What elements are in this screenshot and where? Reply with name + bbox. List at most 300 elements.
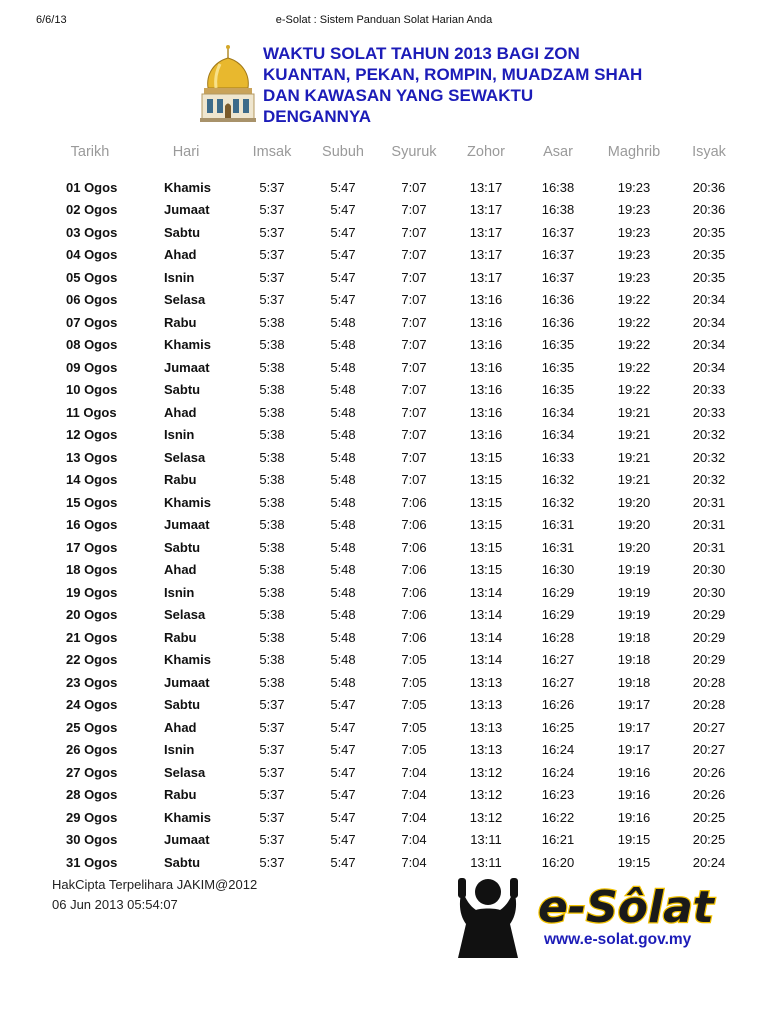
cell-imsak: 5:38 <box>259 539 285 555</box>
cell-syuruk: 7:07 <box>401 314 427 330</box>
cell-maghrib: 19:18 <box>617 674 651 690</box>
cell-isyak: 20:30 <box>692 584 726 600</box>
cell-tarikh: 20 Ogos <box>66 607 118 623</box>
cell-isyak: 20:24 <box>692 854 726 870</box>
table-row <box>44 266 744 289</box>
cell-maghrib: 19:17 <box>617 719 651 735</box>
cell-hari: Ahad <box>164 719 197 735</box>
cell-hari: Jumaat <box>164 202 210 218</box>
cell-isyak: 20:36 <box>692 179 726 195</box>
table-row <box>44 356 744 379</box>
cell-imsak: 5:38 <box>259 359 285 375</box>
cell-tarikh: 17 Ogos <box>66 539 118 555</box>
cell-isyak: 20:33 <box>692 404 726 420</box>
cell-subuh: 5:48 <box>330 337 356 353</box>
cell-isyak: 20:26 <box>692 787 726 803</box>
cell-subuh: 5:47 <box>330 787 356 803</box>
cell-asar: 16:38 <box>541 179 575 195</box>
cell-isyak: 20:31 <box>692 494 726 510</box>
cell-isyak: 20:32 <box>692 427 726 443</box>
cell-hari: Sabtu <box>164 697 201 713</box>
cell-imsak: 5:37 <box>259 292 285 308</box>
cell-zohor: 13:12 <box>469 787 503 803</box>
cell-imsak: 5:37 <box>259 247 285 263</box>
title-line: KUANTAN, PEKAN, ROMPIN, MUADZAM SHAH <box>263 65 643 84</box>
cell-maghrib: 19:16 <box>617 764 651 780</box>
cell-zohor: 13:14 <box>469 652 503 668</box>
prayer-times-table <box>44 140 744 874</box>
cell-subuh: 5:48 <box>330 517 356 533</box>
cell-imsak: 5:37 <box>259 742 285 758</box>
cell-syuruk: 7:04 <box>401 832 427 848</box>
cell-hari: Selasa <box>164 764 206 780</box>
cell-tarikh: 19 Ogos <box>66 584 118 600</box>
cell-hari: Ahad <box>164 404 197 420</box>
cell-subuh: 5:47 <box>330 742 356 758</box>
cell-zohor: 13:16 <box>469 382 503 398</box>
cell-maghrib: 19:18 <box>617 629 651 645</box>
cell-asar: 16:34 <box>541 427 575 443</box>
cell-hari: Selasa <box>164 607 206 623</box>
cell-syuruk: 7:04 <box>401 764 427 780</box>
table-row <box>44 806 744 829</box>
cell-zohor: 13:12 <box>469 764 503 780</box>
cell-asar: 16:35 <box>541 359 575 375</box>
cell-maghrib: 19:22 <box>617 337 651 353</box>
cell-zohor: 13:13 <box>469 742 503 758</box>
cell-asar: 16:35 <box>541 382 575 398</box>
cell-asar: 16:37 <box>541 247 575 263</box>
table-row <box>44 559 744 582</box>
table-row <box>44 199 744 222</box>
cell-syuruk: 7:07 <box>401 202 427 218</box>
cell-syuruk: 7:05 <box>401 674 427 690</box>
cell-asar: 16:36 <box>541 314 575 330</box>
cell-hari: Selasa <box>164 449 206 465</box>
cell-tarikh: 11 Ogos <box>66 404 117 420</box>
title-line: WAKTU SOLAT TAHUN 2013 BAGI ZON <box>263 44 580 63</box>
cell-imsak: 5:38 <box>259 449 285 465</box>
cell-tarikh: 07 Ogos <box>66 314 118 330</box>
cell-asar: 16:37 <box>541 224 575 240</box>
cell-tarikh: 24 Ogos <box>66 697 118 713</box>
cell-maghrib: 19:21 <box>617 472 651 488</box>
cell-subuh: 5:47 <box>330 764 356 780</box>
cell-asar: 16:29 <box>541 584 575 600</box>
cell-isyak: 20:34 <box>692 359 726 375</box>
cell-imsak: 5:37 <box>259 832 285 848</box>
cell-hari: Khamis <box>164 179 211 195</box>
cell-maghrib: 19:19 <box>617 584 651 600</box>
table-row <box>44 829 744 852</box>
cell-maghrib: 19:16 <box>617 809 651 825</box>
cell-asar: 16:22 <box>541 809 575 825</box>
table-row <box>44 311 744 334</box>
cell-isyak: 20:30 <box>692 562 726 578</box>
cell-imsak: 5:37 <box>259 179 285 195</box>
cell-asar: 16:31 <box>541 517 575 533</box>
cell-subuh: 5:47 <box>330 292 356 308</box>
praying-man-icon <box>458 878 518 958</box>
cell-subuh: 5:47 <box>330 697 356 713</box>
cell-isyak: 20:35 <box>692 224 726 240</box>
cell-maghrib: 19:15 <box>617 832 651 848</box>
cell-hari: Khamis <box>164 337 211 353</box>
cell-imsak: 5:37 <box>259 764 285 780</box>
table-row <box>44 176 744 199</box>
cell-tarikh: 13 Ogos <box>66 449 118 465</box>
cell-asar: 16:24 <box>541 742 575 758</box>
cell-isyak: 20:31 <box>692 517 726 533</box>
table-row <box>44 784 744 807</box>
cell-subuh: 5:48 <box>330 652 356 668</box>
cell-syuruk: 7:07 <box>401 404 427 420</box>
cell-zohor: 13:15 <box>469 539 503 555</box>
cell-tarikh: 02 Ogos <box>66 202 118 218</box>
table-row <box>44 379 744 402</box>
cell-subuh: 5:47 <box>330 224 356 240</box>
cell-imsak: 5:38 <box>259 472 285 488</box>
cell-isyak: 20:27 <box>692 742 726 758</box>
cell-imsak: 5:37 <box>259 224 285 240</box>
cell-hari: Sabtu <box>164 539 201 555</box>
cell-tarikh: 30 Ogos <box>66 832 118 848</box>
cell-isyak: 20:33 <box>692 382 726 398</box>
cell-tarikh: 09 Ogos <box>66 359 118 375</box>
cell-maghrib: 19:22 <box>617 314 651 330</box>
cell-zohor: 13:13 <box>469 697 503 713</box>
cell-imsak: 5:37 <box>259 697 285 713</box>
cell-subuh: 5:48 <box>330 607 356 623</box>
cell-syuruk: 7:07 <box>401 449 427 465</box>
column-header-imsak: Imsak <box>252 144 292 160</box>
cell-tarikh: 28 Ogos <box>66 787 118 803</box>
cell-syuruk: 7:07 <box>401 382 427 398</box>
table-row <box>44 446 744 469</box>
table-row <box>44 739 744 762</box>
cell-hari: Isnin <box>164 584 195 600</box>
cell-isyak: 20:29 <box>692 652 726 668</box>
cell-asar: 16:20 <box>541 854 575 870</box>
cell-subuh: 5:47 <box>330 809 356 825</box>
cell-isyak: 20:32 <box>692 449 726 465</box>
table-row <box>44 401 744 424</box>
cell-isyak: 20:25 <box>692 809 726 825</box>
cell-imsak: 5:38 <box>259 404 285 420</box>
print-page-title: e-Solat : Sistem Panduan Solat Harian Anda <box>275 14 493 26</box>
cell-maghrib: 19:20 <box>617 517 651 533</box>
cell-tarikh: 18 Ogos <box>66 562 118 578</box>
title-line: DENGANNYA <box>263 107 372 126</box>
cell-asar: 16:26 <box>541 697 575 713</box>
cell-hari: Rabu <box>164 787 197 803</box>
logo-brand-text: e-Sôlat <box>538 882 714 933</box>
cell-isyak: 20:29 <box>692 629 726 645</box>
cell-isyak: 20:34 <box>692 314 726 330</box>
cell-zohor: 13:15 <box>469 517 503 533</box>
cell-subuh: 5:48 <box>330 314 356 330</box>
cell-hari: Khamis <box>164 652 211 668</box>
cell-maghrib: 19:18 <box>617 652 651 668</box>
cell-maghrib: 19:20 <box>617 494 651 510</box>
cell-hari: Sabtu <box>164 854 201 870</box>
cell-hari: Rabu <box>164 629 197 645</box>
cell-maghrib: 19:22 <box>617 292 651 308</box>
cell-syuruk: 7:07 <box>401 337 427 353</box>
cell-hari: Sabtu <box>164 224 201 240</box>
logo-url-text[interactable]: www.e-solat.gov.my <box>544 931 692 948</box>
cell-asar: 16:23 <box>541 787 575 803</box>
cell-asar: 16:25 <box>541 719 575 735</box>
cell-syuruk: 7:05 <box>401 719 427 735</box>
cell-syuruk: 7:06 <box>401 629 427 645</box>
cell-subuh: 5:48 <box>330 562 356 578</box>
cell-subuh: 5:47 <box>330 179 356 195</box>
cell-zohor: 13:15 <box>469 494 503 510</box>
cell-zohor: 13:16 <box>469 314 503 330</box>
cell-zohor: 13:15 <box>469 562 503 578</box>
cell-asar: 16:31 <box>541 539 575 555</box>
cell-hari: Ahad <box>164 562 197 578</box>
cell-syuruk: 7:05 <box>401 652 427 668</box>
table-header-row <box>44 140 744 176</box>
cell-hari: Rabu <box>164 472 197 488</box>
cell-hari: Sabtu <box>164 382 201 398</box>
column-header-subuh: Subuh <box>322 144 364 160</box>
cell-zohor: 13:15 <box>469 449 503 465</box>
cell-maghrib: 19:17 <box>617 742 651 758</box>
cell-maghrib: 19:23 <box>617 179 651 195</box>
table-row <box>44 581 744 604</box>
cell-maghrib: 19:19 <box>617 607 651 623</box>
cell-syuruk: 7:07 <box>401 472 427 488</box>
cell-subuh: 5:48 <box>330 674 356 690</box>
cell-imsak: 5:38 <box>259 562 285 578</box>
cell-tarikh: 23 Ogos <box>66 674 118 690</box>
cell-isyak: 20:36 <box>692 202 726 218</box>
title-line: DAN KAWASAN YANG SEWAKTU <box>263 86 534 105</box>
column-header-zohor: Zohor <box>467 144 505 160</box>
cell-syuruk: 7:07 <box>401 427 427 443</box>
cell-zohor: 13:16 <box>469 427 503 443</box>
cell-syuruk: 7:05 <box>401 697 427 713</box>
cell-maghrib: 19:20 <box>617 539 651 555</box>
cell-subuh: 5:48 <box>330 382 356 398</box>
cell-maghrib: 19:23 <box>617 224 651 240</box>
cell-zohor: 13:14 <box>469 629 503 645</box>
cell-asar: 16:37 <box>541 269 575 285</box>
cell-syuruk: 7:06 <box>401 539 427 555</box>
cell-maghrib: 19:23 <box>617 202 651 218</box>
cell-tarikh: 05 Ogos <box>66 269 118 285</box>
cell-hari: Jumaat <box>164 359 210 375</box>
table-row <box>44 244 744 267</box>
cell-imsak: 5:38 <box>259 517 285 533</box>
cell-imsak: 5:38 <box>259 337 285 353</box>
cell-subuh: 5:48 <box>330 494 356 510</box>
cell-syuruk: 7:04 <box>401 787 427 803</box>
cell-subuh: 5:48 <box>330 359 356 375</box>
table-row <box>44 716 744 739</box>
cell-imsak: 5:37 <box>259 787 285 803</box>
cell-zohor: 13:17 <box>469 179 503 195</box>
cell-imsak: 5:38 <box>259 314 285 330</box>
cell-imsak: 5:38 <box>259 584 285 600</box>
cell-subuh: 5:47 <box>330 854 356 870</box>
cell-hari: Isnin <box>164 427 195 443</box>
cell-tarikh: 31 Ogos <box>66 854 118 870</box>
mosque-dome-icon <box>198 44 258 126</box>
cell-tarikh: 26 Ogos <box>66 742 118 758</box>
column-header-syuruk: Syuruk <box>391 144 437 160</box>
cell-isyak: 20:35 <box>692 247 726 263</box>
cell-zohor: 13:11 <box>470 832 502 848</box>
cell-maghrib: 19:22 <box>617 382 651 398</box>
cell-syuruk: 7:07 <box>401 247 427 263</box>
table-row <box>44 221 744 244</box>
cell-isyak: 20:34 <box>692 292 726 308</box>
cell-tarikh: 22 Ogos <box>66 652 118 668</box>
cell-asar: 16:32 <box>541 494 575 510</box>
cell-imsak: 5:38 <box>259 674 285 690</box>
generated-timestamp: 06 Jun 2013 05:54:07 <box>52 897 178 912</box>
column-header-maghrib: Maghrib <box>607 144 661 160</box>
cell-hari: Khamis <box>164 809 211 825</box>
cell-hari: Rabu <box>164 314 197 330</box>
esolat-logo[interactable] <box>440 870 730 960</box>
cell-asar: 16:27 <box>541 674 575 690</box>
cell-maghrib: 19:22 <box>617 359 651 375</box>
cell-subuh: 5:48 <box>330 449 356 465</box>
cell-subuh: 5:48 <box>330 584 356 600</box>
cell-asar: 16:34 <box>541 404 575 420</box>
cell-hari: Ahad <box>164 247 197 263</box>
column-header-hari: Hari <box>172 144 200 160</box>
copyright-text: HakCipta Terpelihara JAKIM@2012 <box>52 877 258 892</box>
cell-syuruk: 7:06 <box>401 517 427 533</box>
cell-tarikh: 21 Ogos <box>66 629 118 645</box>
cell-imsak: 5:38 <box>259 494 285 510</box>
cell-tarikh: 15 Ogos <box>66 494 118 510</box>
cell-tarikh: 14 Ogos <box>66 472 118 488</box>
cell-hari: Selasa <box>164 292 206 308</box>
cell-maghrib: 19:21 <box>617 427 651 443</box>
cell-maghrib: 19:15 <box>617 854 651 870</box>
cell-zohor: 13:16 <box>469 404 503 420</box>
cell-imsak: 5:38 <box>259 652 285 668</box>
cell-hari: Jumaat <box>164 832 210 848</box>
cell-imsak: 5:37 <box>259 269 285 285</box>
cell-asar: 16:27 <box>541 652 575 668</box>
cell-tarikh: 06 Ogos <box>66 292 118 308</box>
cell-zohor: 13:13 <box>469 719 503 735</box>
cell-asar: 16:21 <box>541 832 575 848</box>
cell-tarikh: 04 Ogos <box>66 247 118 263</box>
cell-asar: 16:36 <box>541 292 575 308</box>
cell-syuruk: 7:06 <box>401 494 427 510</box>
cell-imsak: 5:38 <box>259 607 285 623</box>
table-row <box>44 289 744 312</box>
cell-subuh: 5:47 <box>330 269 356 285</box>
cell-asar: 16:35 <box>541 337 575 353</box>
cell-syuruk: 7:07 <box>401 359 427 375</box>
cell-maghrib: 19:17 <box>617 697 651 713</box>
table-row <box>44 649 744 672</box>
cell-asar: 16:30 <box>541 562 575 578</box>
cell-zohor: 13:17 <box>469 247 503 263</box>
cell-subuh: 5:47 <box>330 719 356 735</box>
cell-isyak: 20:29 <box>692 607 726 623</box>
table-row <box>44 514 744 537</box>
cell-zohor: 13:17 <box>469 269 503 285</box>
cell-subuh: 5:48 <box>330 472 356 488</box>
cell-zohor: 13:16 <box>469 292 503 308</box>
table-row <box>44 536 744 559</box>
cell-tarikh: 03 Ogos <box>66 224 118 240</box>
cell-isyak: 20:28 <box>692 697 726 713</box>
cell-zohor: 13:16 <box>469 359 503 375</box>
column-header-isyak: Isyak <box>692 144 726 160</box>
cell-tarikh: 12 Ogos <box>66 427 118 443</box>
cell-isyak: 20:28 <box>692 674 726 690</box>
cell-imsak: 5:38 <box>259 427 285 443</box>
cell-syuruk: 7:04 <box>401 809 427 825</box>
cell-imsak: 5:38 <box>259 382 285 398</box>
cell-zohor: 13:15 <box>469 472 503 488</box>
cell-syuruk: 7:04 <box>401 854 427 870</box>
cell-isyak: 20:34 <box>692 337 726 353</box>
cell-isyak: 20:31 <box>692 539 726 555</box>
cell-asar: 16:29 <box>541 607 575 623</box>
cell-subuh: 5:48 <box>330 404 356 420</box>
cell-subuh: 5:48 <box>330 427 356 443</box>
cell-maghrib: 19:23 <box>617 247 651 263</box>
cell-zohor: 13:16 <box>469 337 503 353</box>
cell-maghrib: 19:21 <box>617 449 651 465</box>
cell-imsak: 5:37 <box>259 719 285 735</box>
cell-syuruk: 7:07 <box>401 292 427 308</box>
table-row <box>44 604 744 627</box>
cell-maghrib: 19:23 <box>617 269 651 285</box>
cell-maghrib: 19:21 <box>617 404 651 420</box>
cell-imsak: 5:37 <box>259 809 285 825</box>
cell-tarikh: 16 Ogos <box>66 517 118 533</box>
cell-isyak: 20:35 <box>692 269 726 285</box>
cell-zohor: 13:17 <box>469 202 503 218</box>
cell-tarikh: 10 Ogos <box>66 382 118 398</box>
cell-isyak: 20:25 <box>692 832 726 848</box>
cell-tarikh: 08 Ogos <box>66 337 118 353</box>
table-row <box>44 626 744 649</box>
print-date: 6/6/13 <box>36 14 67 26</box>
table-row <box>44 694 744 717</box>
cell-syuruk: 7:06 <box>401 562 427 578</box>
cell-subuh: 5:47 <box>330 202 356 218</box>
cell-maghrib: 19:19 <box>617 562 651 578</box>
cell-imsak: 5:37 <box>259 854 285 870</box>
cell-hari: Jumaat <box>164 674 210 690</box>
cell-syuruk: 7:06 <box>401 584 427 600</box>
cell-syuruk: 7:07 <box>401 179 427 195</box>
cell-zohor: 13:12 <box>469 809 503 825</box>
cell-zohor: 13:14 <box>469 584 503 600</box>
cell-asar: 16:24 <box>541 764 575 780</box>
table-row <box>44 334 744 357</box>
cell-asar: 16:28 <box>541 629 575 645</box>
cell-subuh: 5:47 <box>330 832 356 848</box>
cell-subuh: 5:48 <box>330 629 356 645</box>
cell-syuruk: 7:06 <box>401 607 427 623</box>
